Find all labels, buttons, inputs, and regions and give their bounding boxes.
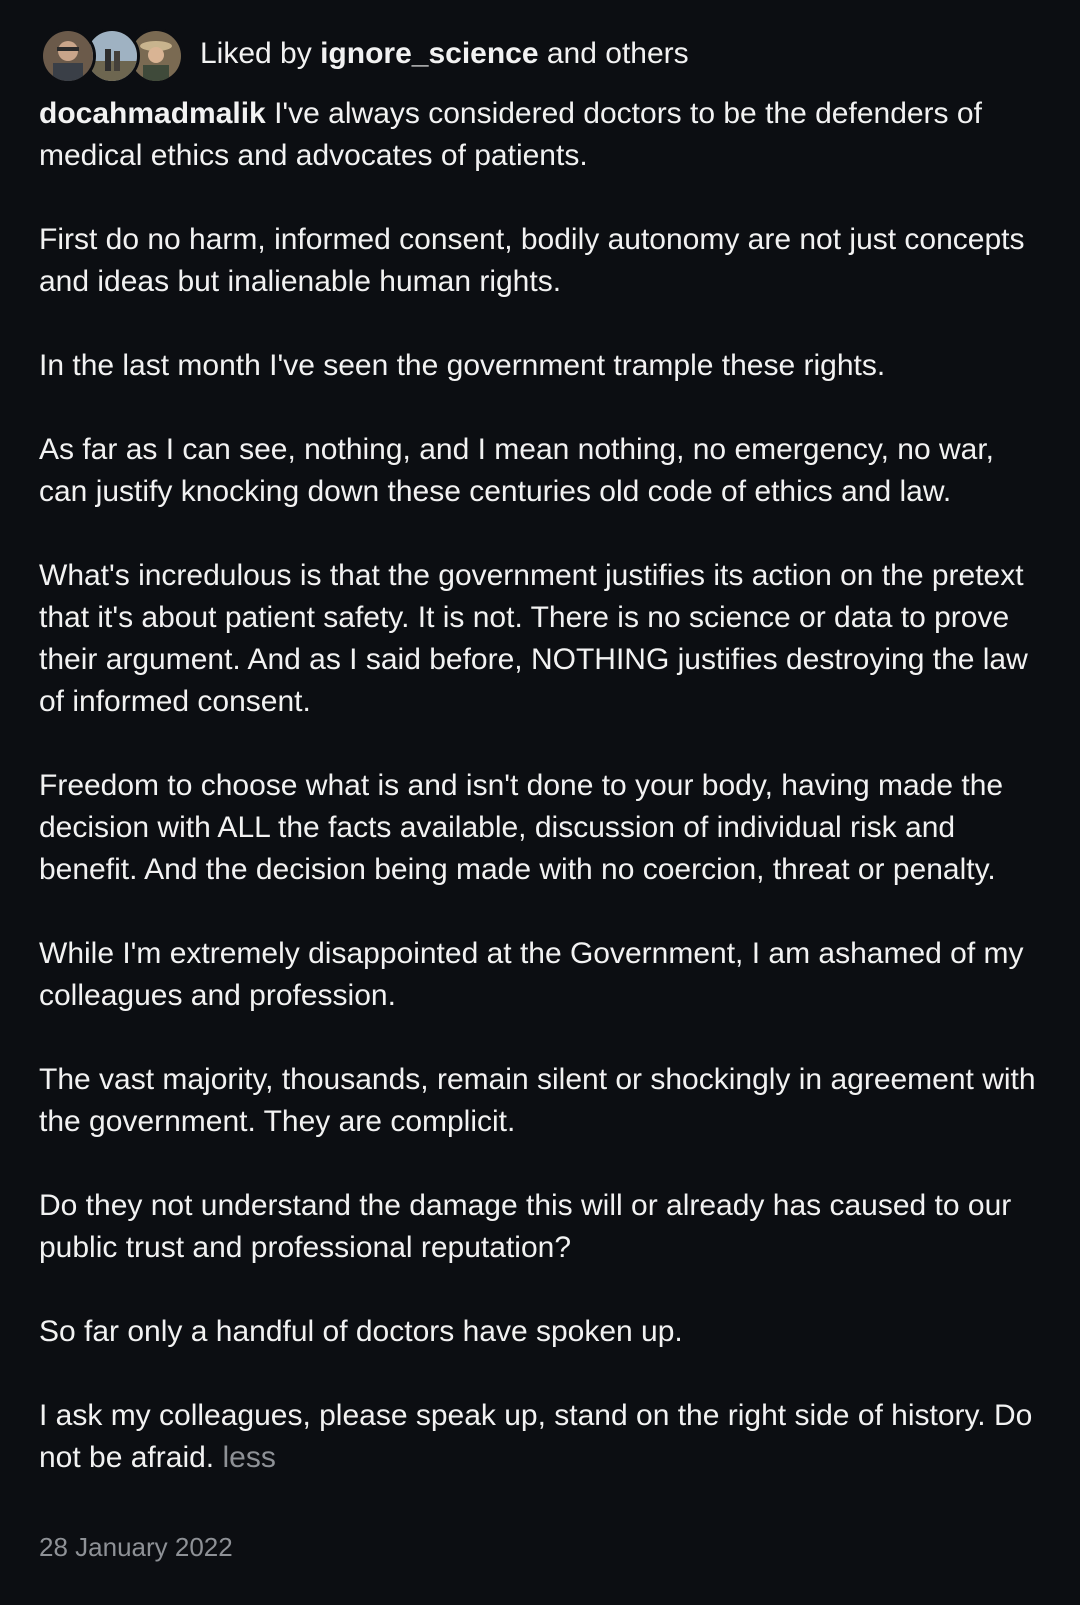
caption-paragraph: First do no harm, informed consent, bodily autonomy are not just concepts and ideas but inalienable human rights. [39,223,1025,298]
liked-by-suffix[interactable]: and others [546,37,689,70]
less-button[interactable]: less [222,1441,276,1474]
liker-avatars[interactable] [40,26,178,82]
liked-by-row[interactable] [40,24,689,84]
post-username[interactable]: docahmadmalik [39,97,266,130]
caption-text: I've always considered doctors to be the defenders of medical ethics and advocates of patients. [39,97,982,172]
liker-username[interactable]: ignore_science [320,37,539,70]
liked-by-text [200,34,689,74]
liked-by-prefix: Liked by [200,37,312,70]
caption-paragraph: While I'm extremely disappointed at the Government, I am ashamed of my colleagues and profession. [39,937,1024,1012]
avatar[interactable] [40,28,96,84]
caption-text: I ask my colleagues, please speak up, stand on the right side of history. Do not be afraid. [39,1399,1033,1474]
caption-paragraph: The vast majority, thousands, remain silent or shockingly in agreement with the government. They are complicit. [39,1063,1036,1138]
post-date: 28 January 2022 [39,1532,233,1562]
caption-paragraph: In the last month I've seen the government trample these rights. [39,349,886,382]
caption-paragraph: What's incredulous is that the government justifies its action on the pretext that it's about patient safety. It is not. There is no science or data to prove their argument. And as I said before, NOTHING justifies destroying the law of informed consent. [39,559,1028,718]
caption-paragraph: As far as I can see, nothing, and I mean nothing, no emergency, no war, can justify knocking down these centuries old code of ethics and law. [39,433,995,508]
caption-paragraph: Do they not understand the damage this will or already has caused to our public trust and professional reputation? [39,1189,1012,1264]
caption-paragraph [39,93,1049,177]
caption-paragraph [39,1395,1049,1479]
caption-paragraph: Freedom to choose what is and isn't done to your body, having made the decision with ALL the facts available, discussion of individual risk and benefit. And the decision being made with no coercion, threat or penalty. [39,769,1004,886]
post-caption [39,93,1049,1479]
caption-paragraph: So far only a handful of doctors have spoken up. [39,1315,683,1348]
